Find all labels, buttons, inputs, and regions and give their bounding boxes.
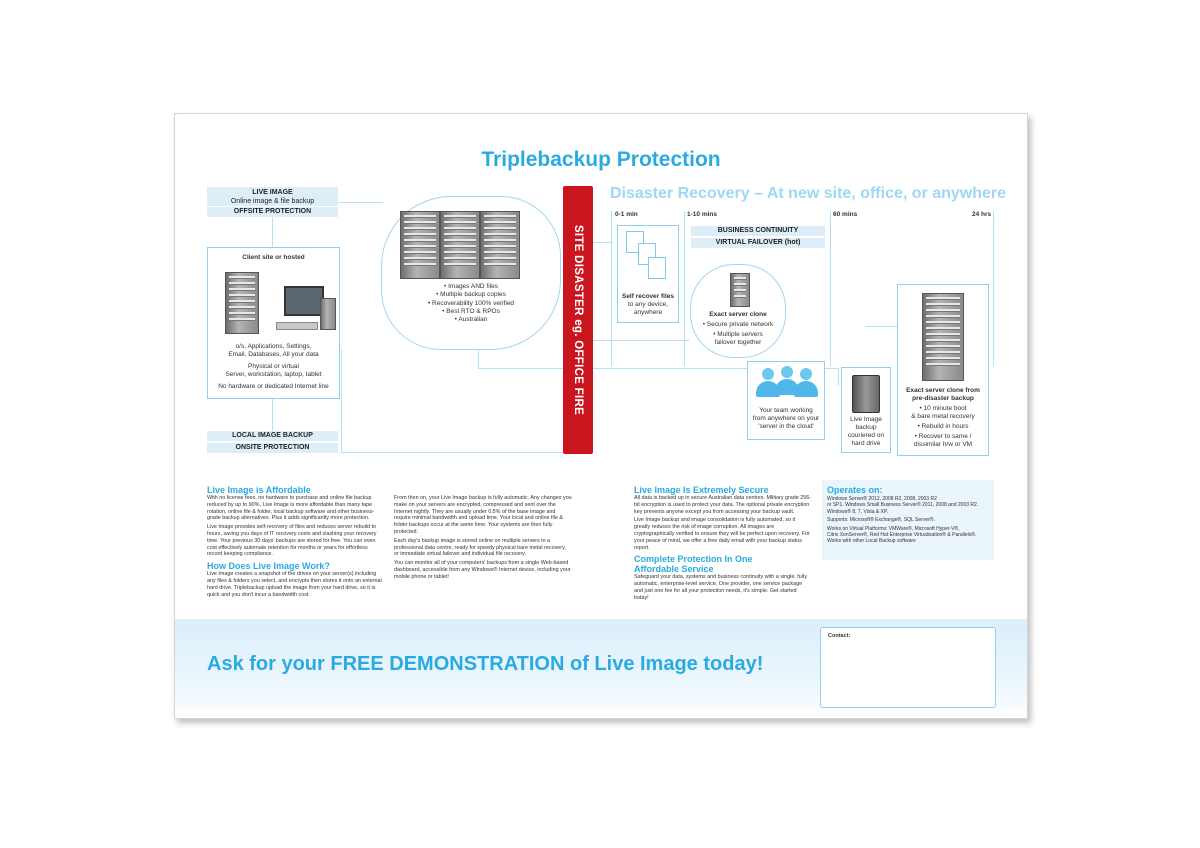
brochure-sheet	[174, 113, 1028, 719]
middle-p1: From then on, your Live Image backup is fully automatic. Any changes you make on your servers are encrypted, compressed and sent over the Internet nightly. They are usually under 0.5% of the base image and require minimal bandwidth and upload time. Your local and online file & folder backups occur at the same time. Your systems are then fully protected.	[394, 495, 572, 535]
desktop-tower-icon	[320, 298, 336, 330]
server-icon	[225, 272, 259, 334]
page-title: Triplebackup Protection	[481, 148, 721, 171]
drive-line1: Live Image	[850, 416, 882, 423]
document-icon	[648, 257, 666, 279]
pre-clone-item: • Recover to same /	[914, 433, 972, 440]
connector-line	[593, 340, 689, 341]
timeline-divider	[611, 211, 612, 366]
timeline-label: 0-1 min	[615, 211, 638, 218]
cloud-item: • Best RTO & RPOs	[442, 307, 500, 315]
self-recover-panel	[617, 225, 679, 323]
middle-p3: You can monitor all of your computers' backups from a single Web-based dashboard, accessible from any Windows® Internet device, including your mobile phone or tablet!	[394, 560, 571, 580]
timeline-divider	[993, 211, 994, 366]
client-site-panel	[207, 247, 340, 399]
live-image-box	[207, 187, 338, 206]
operates-line: Citrix XenServer®, Red Hat Enterprise Virtualisation® & Parallels®.	[827, 532, 977, 539]
large-server-icon	[922, 293, 964, 381]
live-image-heading: LIVE IMAGE	[252, 189, 293, 196]
operates-line: Windows® 8, 7, Vista & XP.	[827, 508, 889, 515]
connector-line	[337, 202, 383, 203]
cloud-server-icon	[440, 211, 480, 279]
offsite-protection-label: OFFSITE PROTECTION	[207, 207, 338, 217]
timeline-label: 24 hrs	[972, 211, 992, 218]
drive-line3: couriered on	[847, 432, 885, 439]
cloud-server-icon	[400, 211, 440, 279]
middle-p2: Each day's backup image is stored online on multiple servers in a professional data centre, ready for speedy physical bare metal recovery, or immediate virtual failover and individual file recovery.	[394, 537, 566, 558]
complete-p1: Safeguard your data, systems and business continuity with a single, fully automatic, enterprise-level service. One provider, one service package and just one fee for all your protection needs, it's simple. Get started today!	[634, 574, 807, 601]
affordable-p1: With no license fees, no hardware to purchase and online file backup reduced by up to 90%, Live Image is more affordable than many tape rotation, online file & folder, local backup software and other business-grade backup alternatives. Plus it adds significantly more protection.	[207, 495, 375, 522]
affordable-heading: Live Image is Affordable	[207, 485, 311, 495]
cloud-item: • Australian	[454, 316, 488, 324]
complete-heading1: Complete Protection In One	[634, 554, 753, 565]
exact-clone-item: • Secure private network	[702, 321, 774, 328]
live-image-sub: Online image & file backup	[230, 198, 315, 205]
connector-line	[272, 399, 273, 431]
failover-cloud	[690, 264, 786, 358]
cloud-item: • Recoverability 100% verified	[427, 299, 515, 307]
drive-line2: backup	[855, 424, 877, 431]
operates-line: Windows Server® 2012, 2008 R2, 2008, 2003 R2	[827, 496, 937, 502]
clone-server-icon	[730, 273, 750, 307]
backup-cloud	[381, 196, 561, 350]
timeline-label: 1-10 mins	[687, 211, 717, 218]
operates-on-box	[822, 480, 994, 560]
business-continuity-label: BUSINESS CONTINUITY	[691, 226, 825, 236]
connector-line	[341, 452, 563, 453]
complete-heading2: Affordable Service	[634, 564, 714, 575]
exact-clone-heading: Exact server clone	[709, 311, 767, 318]
person-icon	[794, 368, 818, 397]
client-line1: o/s, Applications, Settings,	[235, 343, 312, 350]
pre-clone-heading1: Exact server clone from	[906, 387, 980, 394]
secure-section	[634, 485, 812, 604]
operates-line: Works on Virtual Platforms: VMWare®, Microsoft Hyper-V®,	[827, 525, 960, 532]
team-line2: from anywhere on your	[752, 415, 820, 422]
self-recover-line2: anywhere	[633, 309, 663, 316]
timeline-divider	[684, 211, 685, 366]
contact-box[interactable]	[820, 627, 996, 708]
team-panel	[747, 361, 825, 440]
hard-drive-icon	[852, 375, 880, 413]
operates-line: Works with other Local Backup software	[827, 538, 916, 545]
secure-p1: All data is backed up in secure Australian data centres. Military grade 256-bit encryption is used to protect your data. The optional private encryption key prevents anyone except you from accessing your backup vault.	[634, 495, 812, 515]
connector-line	[341, 350, 342, 452]
secure-p2: Live Image backup and image consolidation is fully automated, so it greatly reduces the risk of image corruption. All images are cryptographically verified to ensure they will be perfect upon recovery. For your peace of mind, we offer a free daily email with your backup status report.	[634, 517, 810, 551]
operates-heading: Operates on:	[827, 485, 883, 495]
self-recover-line1: to any device,	[627, 301, 669, 308]
secure-heading: Live Image Is Extremely Secure	[634, 485, 769, 495]
exact-clone-item: • Multiple servers	[713, 331, 763, 338]
exact-clone-item: failover together	[714, 339, 762, 346]
virtual-failover-label: VIRTUAL FAILOVER (hot)	[691, 238, 825, 248]
pre-clone-item: • 10 minute boot	[919, 405, 967, 412]
hard-drive-panel	[841, 367, 891, 453]
onsite-protection-label: ONSITE PROTECTION	[207, 443, 338, 453]
keyboard-icon	[276, 322, 318, 330]
how-p1: Live Image creates a snapshot of the drives on your server(s) including any files & folders you select, and encrypts then stores it onto an external hard drive. Triplebackup upload the image from your hard drive, so it is quick and you don't incur a bandwidth cost.	[207, 571, 382, 598]
client-heading: Client site or hosted	[242, 254, 305, 261]
operates-line: Supports: Microsoft® Exchange®, SQL Server®.	[827, 517, 935, 524]
connector-line	[838, 368, 839, 386]
pre-clone-item: & bare metal recovery	[911, 413, 975, 420]
affordable-p2: Live Image provides self-recovery of files and reduces server rebuild to hours, saving you days of IT recovery costs and slashing your recovery time. Your previous 30 days' backups are stored for free. You can even cost effectively automate retention for months or years for effortless record keeping compliance.	[207, 524, 377, 558]
cloud-item: • Multiple backup copies	[436, 291, 506, 299]
cta-headline[interactable]: Ask for your FREE DEMONSTRATION of Live Image today!	[207, 653, 764, 675]
how-heading: How Does Live Image Work?	[207, 561, 330, 572]
connector-line	[865, 326, 897, 327]
site-disaster-bar	[563, 186, 593, 454]
cloud-item: • Images AND files	[444, 283, 498, 290]
team-line1: Your team working	[759, 407, 813, 414]
monitor-icon	[284, 286, 324, 316]
pre-clone-item: dissimilar h/w or VM	[913, 441, 973, 448]
connector-line	[272, 217, 273, 247]
cloud-feature-list	[382, 283, 560, 324]
disaster-recovery-title: Disaster Recovery – At new site, office, or anywhere	[610, 185, 1007, 202]
connector-line	[593, 242, 613, 243]
drive-line4: hard drive	[851, 440, 881, 447]
pre-clone-heading2: pre-disaster backup	[912, 395, 974, 402]
client-line3: Physical or virtual	[248, 363, 299, 370]
timeline-divider	[830, 211, 831, 366]
client-line4: Server, workstation, laptop, tablet	[225, 371, 322, 378]
cloud-server-icon	[480, 211, 520, 279]
client-line2: Email, Databases, All your data	[228, 351, 319, 358]
self-recover-heading: Self recover files	[621, 293, 675, 300]
operates-line: or SP1. Windows Small Business Server® 2011, 2008 and 2003 R2.	[827, 502, 979, 509]
connector-line	[478, 350, 479, 368]
pre-clone-item: • Rebuild in hours	[917, 423, 969, 430]
contact-label: Contact:	[828, 633, 851, 639]
timeline-label: 60 mins	[833, 211, 858, 218]
middle-section	[394, 495, 572, 583]
site-disaster-label: SITE DISASTER eg. OFFICE FIRE	[572, 224, 584, 416]
pre-disaster-clone-panel	[897, 284, 989, 456]
client-line5: No hardware or dedicated Internet line	[218, 383, 329, 390]
affordable-section	[207, 485, 382, 600]
team-line3: 'server in the cloud'	[758, 423, 814, 430]
local-image-backup-label: LOCAL IMAGE BACKUP	[207, 431, 338, 441]
